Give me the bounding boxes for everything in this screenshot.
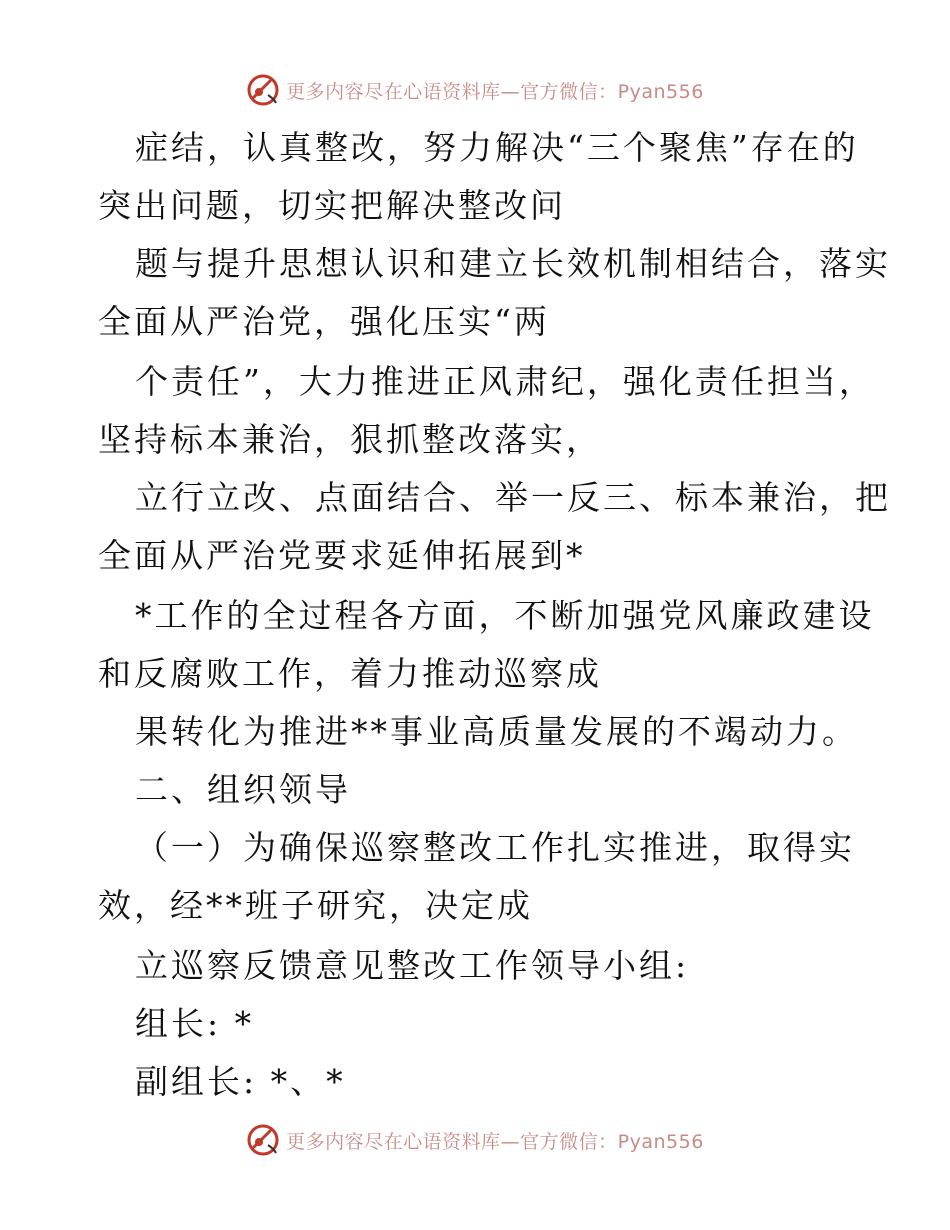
section-heading: 二、组织领导: [135, 770, 351, 809]
watermark-text: 更多内容尽在心语资料库—官方微信：Pyan556: [286, 80, 704, 103]
text-line: 突出问题，切实把解决整改问: [98, 186, 566, 225]
text-line: 全面从严治党，强化压实“两: [98, 302, 550, 341]
text-line: 立巡察反馈意见整改工作领导小组:: [135, 946, 690, 985]
text-line: （一）为确保巡察整改工作扎实推进，取得实: [135, 828, 855, 867]
brand-logo-icon: [246, 73, 280, 107]
text-line: 果转化为推进**事业高质量发展的不竭动力。: [135, 712, 858, 751]
brand-logo-icon: [246, 1123, 280, 1157]
footer-watermark: [0, 1120, 950, 1160]
text-line: *工作的全过程各方面，不断加强党风廉政建设: [135, 596, 875, 635]
text-line: 效，经**班子研究，决定成: [98, 886, 533, 925]
text-line: 题与提升思想认识和建立长效机制相结合，落实: [135, 244, 891, 283]
text-line: 和反腐败工作，着力推动巡察成: [98, 654, 602, 693]
header-watermark: [0, 70, 950, 110]
text-line: 副组长: *、*: [135, 1062, 346, 1101]
watermark-text: 更多内容尽在心语资料库—官方微信：Pyan556: [286, 1130, 704, 1153]
text-line: 个责任”，大力推进正风肃纪，强化责任担当，: [135, 362, 875, 401]
text-line: 症结，认真整改，努力解决“三个聚焦”存在的: [135, 128, 859, 167]
text-line: 全面从严治党要求延伸拓展到*: [98, 536, 586, 575]
text-line: 组长: *: [135, 1004, 255, 1043]
text-line: 立行立改、点面结合、举一反三、标本兼治，把: [135, 478, 891, 517]
text-line: 坚持标本兼治，狠抓整改落实，: [98, 420, 602, 459]
